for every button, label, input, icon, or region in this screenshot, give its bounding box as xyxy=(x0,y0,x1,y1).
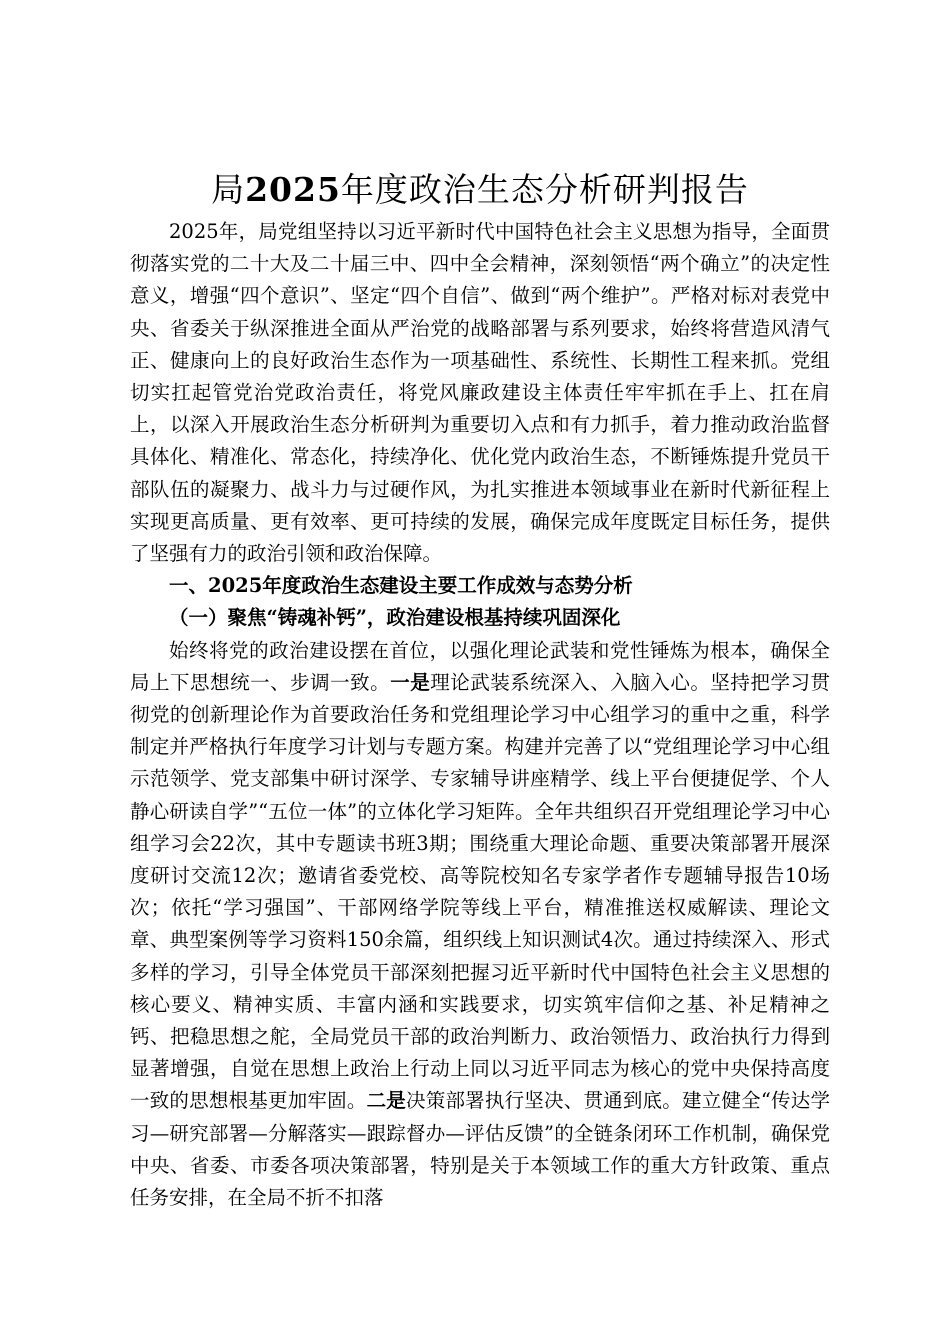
document-page xyxy=(130,168,830,1214)
title-suffix: 年度政治生态分析研判报告 xyxy=(340,170,749,209)
body-lead: 始终将党的政治建设摆在首位，以强化理论武装和党性锤炼为根本，确保全局上下思想统一、步调一致。 xyxy=(130,638,830,694)
point-one-text: 理论武装系统深入、入脑入心。坚持把学习贯彻党的创新理论作为首要政治任务和党组理论学习中心组学习的重中之重，科学制定并严格执行年度学习计划与专题方案。构建并完善了以“党组理论学习中心组示范领学、党支部集中研讨深学、专家辅导讲座精学、线上平台便捷促学、个人静心研读自学”“五位一体”的立体化学习矩阵。全年共组织召开党组理论学习中心组学习会22次，其中专题读书班3期；围绕重大理论命题、重要决策部署开展深度研讨交流12次；邀请省委党校、高等院校知名专家学者作专题辅导报告10场次；依托“学习强国”、干部网络学院等线上平台，精准推送权威解读、理论文章、典型案例等学习资料150余篇，组织线上知识测试4次。通过持续深入、形式多样的学习，引导全体党员干部深刻把握习近平新时代中国特色社会主义思想的核心要义、精神实质、丰富内涵和实践要求，切实筑牢信仰之基、补足精神之钙、把稳思想之舵，全局党员干部的政治判断力、政治领悟力、政治执行力得到显著增强，自觉在思想上政治上行动上同以习近平同志为核心的党中央保持高度一致的思想根基更加牢固。 xyxy=(130,670,830,1113)
document-title xyxy=(130,168,830,212)
point-two-text: 决策部署执行坚决、贯通到底。建立健全“传达学习—研究部署—分解落实—跟踪督办—评估反馈”的全链条闭环工作机制，确保党中央、省委、市委各项决策部署，特别是关于本领域工作的重大方针政策、重点任务安排，在全局不折不扣落 xyxy=(130,1089,830,1210)
body-paragraph xyxy=(130,635,830,1215)
point-one-marker: 一是 xyxy=(390,670,431,694)
subsection-heading: （一）聚焦“铸魂补钙”，政治建设根基持续巩固深化 xyxy=(169,606,621,630)
title-year: 2025 xyxy=(245,170,341,209)
title-prefix: 局 xyxy=(211,170,246,209)
section-heading: 一、2025年度政治生态建设主要工作成效与态势分析 xyxy=(169,574,633,598)
point-two-marker: 二是 xyxy=(366,1089,407,1113)
intro-paragraph: 2025年，局党组坚持以习近平新时代中国特色社会主义思想为指导，全面贯彻落实党的二十大及二十届三中、四中全会精神，深刻领悟“两个确立”的决定性意义，增强“四个意识”、坚定“四个自信”、做到“两个维护”。严格对标对表党中央、省委关于纵深推进全面从严治党的战略部署与系列要求，始终将营造风清气正、健康向上的良好政治生态作为一项基础性、系统性、长期性工程来抓。党组切实扛起管党治党政治责任，将党风廉政建设主体责任牢牢抓在手上、扛在肩上，以深入开展政治生态分析研判为重要切入点和有力抓手，着力推动政治监督具体化、精准化、常态化，持续净化、优化党内政治生态，不断锤炼提升党员干部队伍的凝聚力、战斗力与过硬作风，为扎实推进本领域事业在新时代新征程上实现更高质量、更有效率、更可持续的发展，确保完成年度既定目标任务，提供了坚强有力的政治引领和政治保障。 xyxy=(130,220,830,566)
